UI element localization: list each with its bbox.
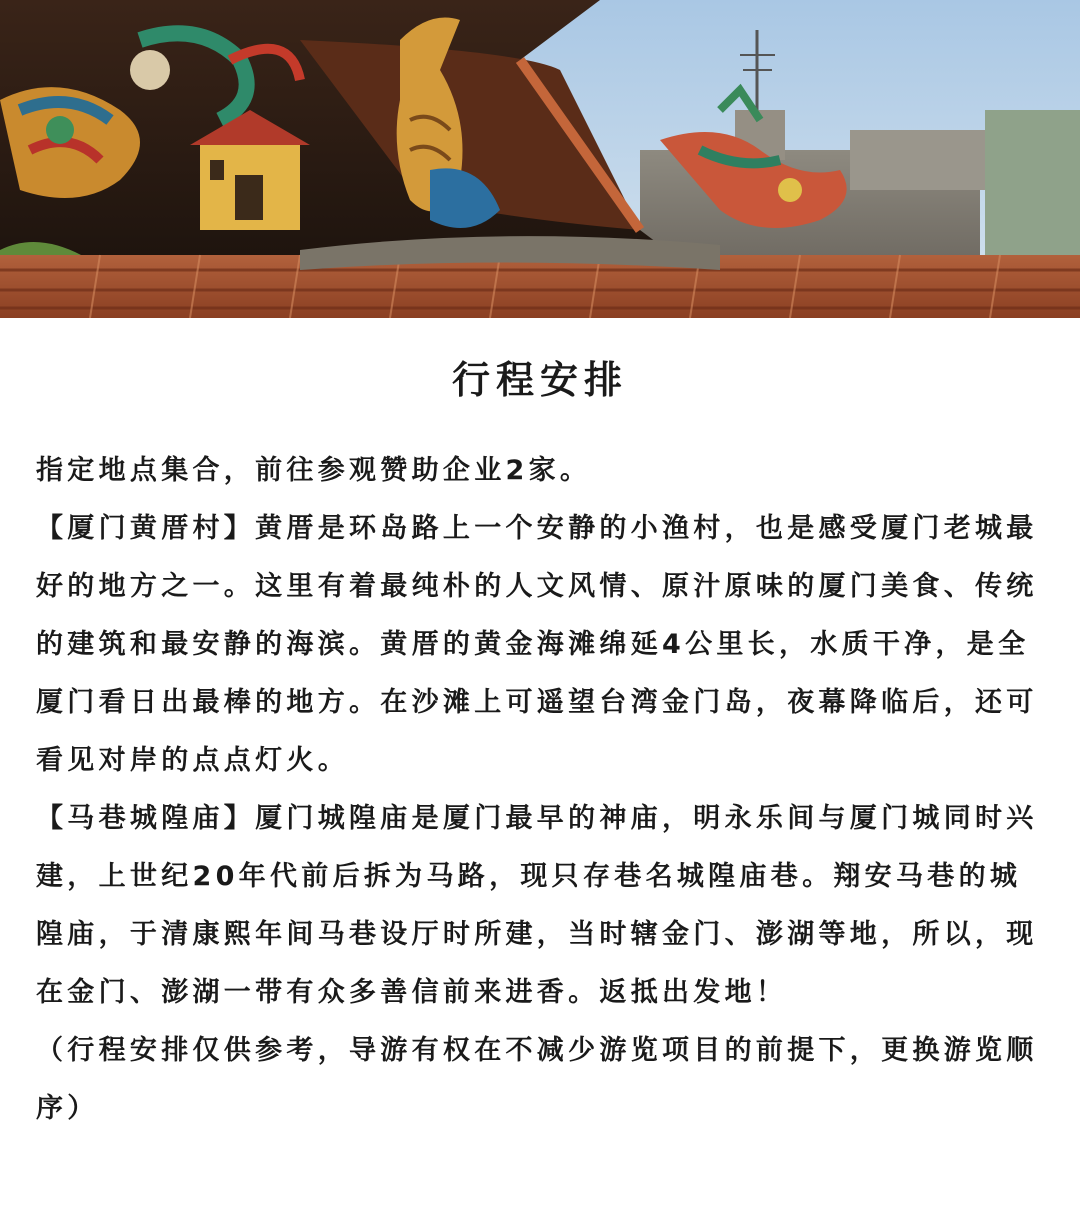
paragraph-maxiang: 【马巷城隍庙】厦门城隍庙是厦门最早的神庙，明永乐间与厦门城同时兴建，上世纪20年代前后拆为马路，现只存巷名城隍庙巷。翔安马巷的城隍庙，于清康熙年间马巷设厅时所建，当时辖金门、澎湖等地，所以，现在金门、澎湖一带有众多善信前来进香。返抵出发地！ — [36, 803, 1038, 1008]
temple-roof-photo-icon — [0, 0, 1080, 318]
section-title: 行程安排 — [451, 358, 628, 402]
paragraph-note: （行程安排仅供参考，导游有权在不减少游览项目的前提下，更换游览顺序） — [36, 1035, 1038, 1124]
paragraph-intro: 指定地点集合，前往参观赞助企业2家。 — [36, 455, 592, 486]
hero-image — [0, 0, 1080, 318]
itinerary-content — [36, 442, 1046, 1138]
paragraph-huangcuo: 【厦门黄厝村】黄厝是环岛路上一个安静的小渔村，也是感受厦门老城最好的地方之一。这里有着最纯朴的人文风情、原汁原味的厦门美食、传统的建筑和最安静的海滨。黄厝的黄金海滩绵延4公里长，水质干净，是全厦门看日出最棒的地方。在沙滩上可遥望台湾金门岛，夜幕降临后，还可看见对岸的点点灯火。 — [36, 513, 1038, 776]
